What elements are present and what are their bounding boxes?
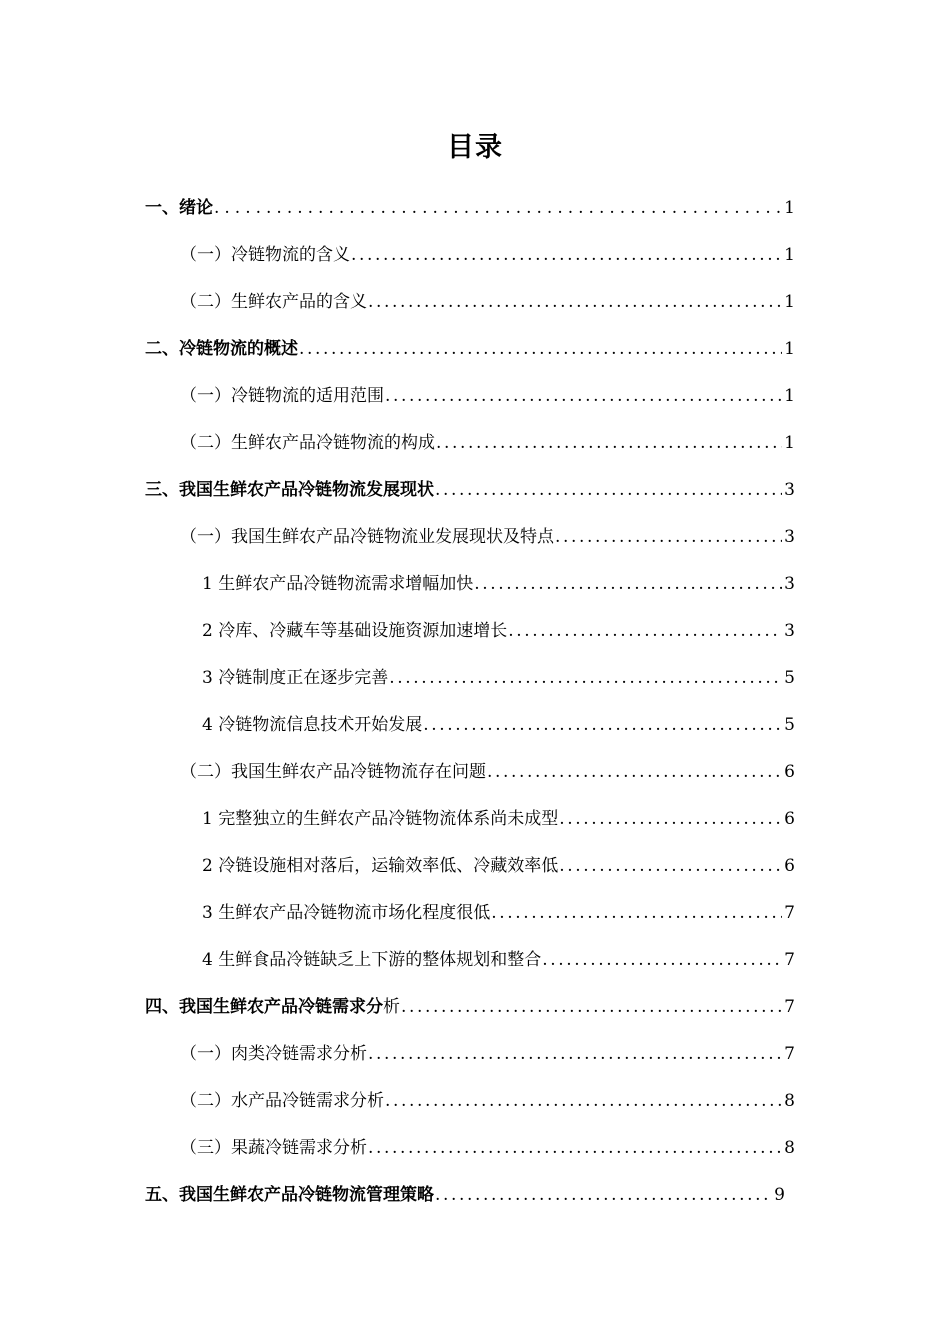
dot-leader bbox=[367, 1042, 782, 1066]
toc-page-number: 1 bbox=[784, 198, 795, 218]
toc-entry-label: （二）我国生鲜农产品冷链物流存在问题 bbox=[180, 762, 486, 782]
toc-entry-section-2[interactable] bbox=[145, 329, 795, 361]
toc-entry-item[interactable] bbox=[202, 564, 795, 596]
toc-page-number: 8 bbox=[784, 1138, 795, 1158]
dot-leader bbox=[350, 243, 782, 267]
toc-entry-subsection[interactable] bbox=[180, 752, 795, 784]
toc-page-number: 3 bbox=[784, 527, 795, 547]
toc-page-number: 9 bbox=[774, 1185, 785, 1205]
toc-entry-subsection[interactable] bbox=[180, 376, 795, 408]
toc-entry-label: 五、我国生鲜农产品冷链物流管理策略 bbox=[145, 1185, 434, 1205]
toc-entry-label: 三、我国生鲜农产品冷链物流发展现状 bbox=[145, 480, 434, 500]
toc-page-number: 1 bbox=[784, 433, 795, 453]
toc-page-number: 5 bbox=[784, 715, 795, 735]
dot-leader bbox=[400, 995, 782, 1019]
toc-entry-subsection[interactable] bbox=[180, 235, 795, 267]
toc-entry-label: 3 冷链制度正在逐步完善 bbox=[202, 668, 389, 688]
toc-entry-item[interactable] bbox=[202, 799, 795, 831]
toc-page-number: 1 bbox=[784, 339, 795, 359]
toc-entry-label: 1 生鲜农产品冷链物流需求增幅加快 bbox=[202, 574, 474, 594]
dot-leader bbox=[367, 1136, 782, 1160]
toc-page-number: 8 bbox=[784, 1091, 795, 1111]
toc-entry-item[interactable] bbox=[202, 846, 795, 878]
toc-entry-subsection[interactable] bbox=[180, 423, 795, 455]
toc-entry-item[interactable] bbox=[202, 705, 795, 737]
toc-entry-label: （一）冷链物流的含义 bbox=[180, 245, 350, 265]
toc-page-number: 1 bbox=[784, 292, 795, 312]
toc-entry-label: （二）生鲜农产品冷链物流的构成 bbox=[180, 433, 435, 453]
toc-page-number: 3 bbox=[784, 574, 795, 594]
toc-entry-label: （一）冷链物流的适用范围 bbox=[180, 386, 384, 406]
dot-leader bbox=[473, 572, 782, 596]
toc-entry-item[interactable] bbox=[202, 611, 795, 643]
toc-entry-subsection[interactable] bbox=[180, 1128, 795, 1160]
toc-entry-subsection[interactable] bbox=[180, 282, 795, 314]
toc-page-number: 7 bbox=[784, 1044, 795, 1064]
toc-entry-label: （一）肉类冷链需求分析 bbox=[180, 1044, 367, 1064]
toc-entry-label: 一、绪论 bbox=[145, 198, 213, 218]
toc-entry-label: 4 冷链物流信息技术开始发展 bbox=[202, 715, 423, 735]
toc-entry-subsection[interactable] bbox=[180, 1034, 795, 1066]
toc-entry-label: （二）水产品冷链需求分析 bbox=[180, 1091, 384, 1111]
toc-entry-section-1[interactable] bbox=[145, 188, 795, 220]
toc-entry-label: 1 完整独立的生鲜农产品冷链物流体系尚未成型 bbox=[202, 809, 559, 829]
toc-entry-label: 二、冷链物流的概述 bbox=[145, 339, 298, 359]
toc-page-number: 5 bbox=[784, 668, 795, 688]
dot-leader bbox=[541, 948, 782, 972]
toc-entry-section-3[interactable] bbox=[145, 470, 795, 502]
toc-entry-item[interactable] bbox=[202, 658, 795, 690]
toc-entry-item[interactable] bbox=[202, 940, 795, 972]
dot-leader bbox=[435, 431, 782, 455]
dot-leader bbox=[486, 760, 782, 784]
toc-entry-subsection[interactable] bbox=[180, 1081, 795, 1113]
dot-leader bbox=[388, 666, 782, 690]
dot-leader bbox=[558, 807, 782, 831]
toc-entry-item[interactable] bbox=[202, 893, 795, 925]
toc-entry-section-4[interactable] bbox=[145, 987, 795, 1019]
dot-leader bbox=[367, 290, 782, 314]
toc-entry-label bbox=[145, 995, 400, 1019]
dot-leader bbox=[384, 384, 782, 408]
toc-entry-label: 2 冷库、冷藏车等基础设施资源加速增长 bbox=[202, 621, 508, 641]
toc-page-number: 6 bbox=[784, 762, 795, 782]
toc-entry-label: 4 生鲜食品冷链缺乏上下游的整体规划和整合 bbox=[202, 950, 542, 970]
toc-entry-label: 3 生鲜农产品冷链物流市场化程度很低 bbox=[202, 903, 491, 923]
toc-page-number: 1 bbox=[784, 386, 795, 406]
page-title: 目录 bbox=[447, 132, 503, 163]
toc-page-number: 3 bbox=[784, 480, 795, 500]
toc-entry-label-plain: 析 bbox=[383, 997, 400, 1017]
dot-leader bbox=[213, 196, 782, 220]
toc-entry-label: （三）果蔬冷链需求分析 bbox=[180, 1138, 367, 1158]
toc-entry-subsection[interactable] bbox=[180, 517, 795, 549]
dot-leader bbox=[554, 525, 782, 549]
toc-page-number: 6 bbox=[784, 856, 795, 876]
toc-page-number: 3 bbox=[784, 621, 795, 641]
toc-entry-section-5[interactable] bbox=[145, 1175, 785, 1207]
dot-leader bbox=[507, 619, 782, 643]
toc-entry-label: （二）生鲜农产品的含义 bbox=[180, 292, 367, 312]
dot-leader bbox=[298, 337, 782, 361]
toc-page-number: 6 bbox=[784, 809, 795, 829]
dot-leader bbox=[558, 854, 782, 878]
toc-page-number: 7 bbox=[784, 903, 795, 923]
dot-leader bbox=[434, 1183, 772, 1207]
dot-leader bbox=[384, 1089, 782, 1113]
toc-page-number: 1 bbox=[784, 245, 795, 265]
toc-entry-label: 2 冷链设施相对落后，运输效率低、冷藏效率低 bbox=[202, 856, 559, 876]
toc-entry-label: （一）我国生鲜农产品冷链物流业发展现状及特点 bbox=[180, 527, 554, 547]
toc-page-number: 7 bbox=[784, 950, 795, 970]
dot-leader bbox=[434, 478, 782, 502]
dot-leader bbox=[490, 901, 782, 925]
toc-entry-label-bold: 四、我国生鲜农产品冷链需求分 bbox=[145, 997, 383, 1017]
dot-leader bbox=[422, 713, 782, 737]
toc-page-number: 7 bbox=[784, 997, 795, 1017]
